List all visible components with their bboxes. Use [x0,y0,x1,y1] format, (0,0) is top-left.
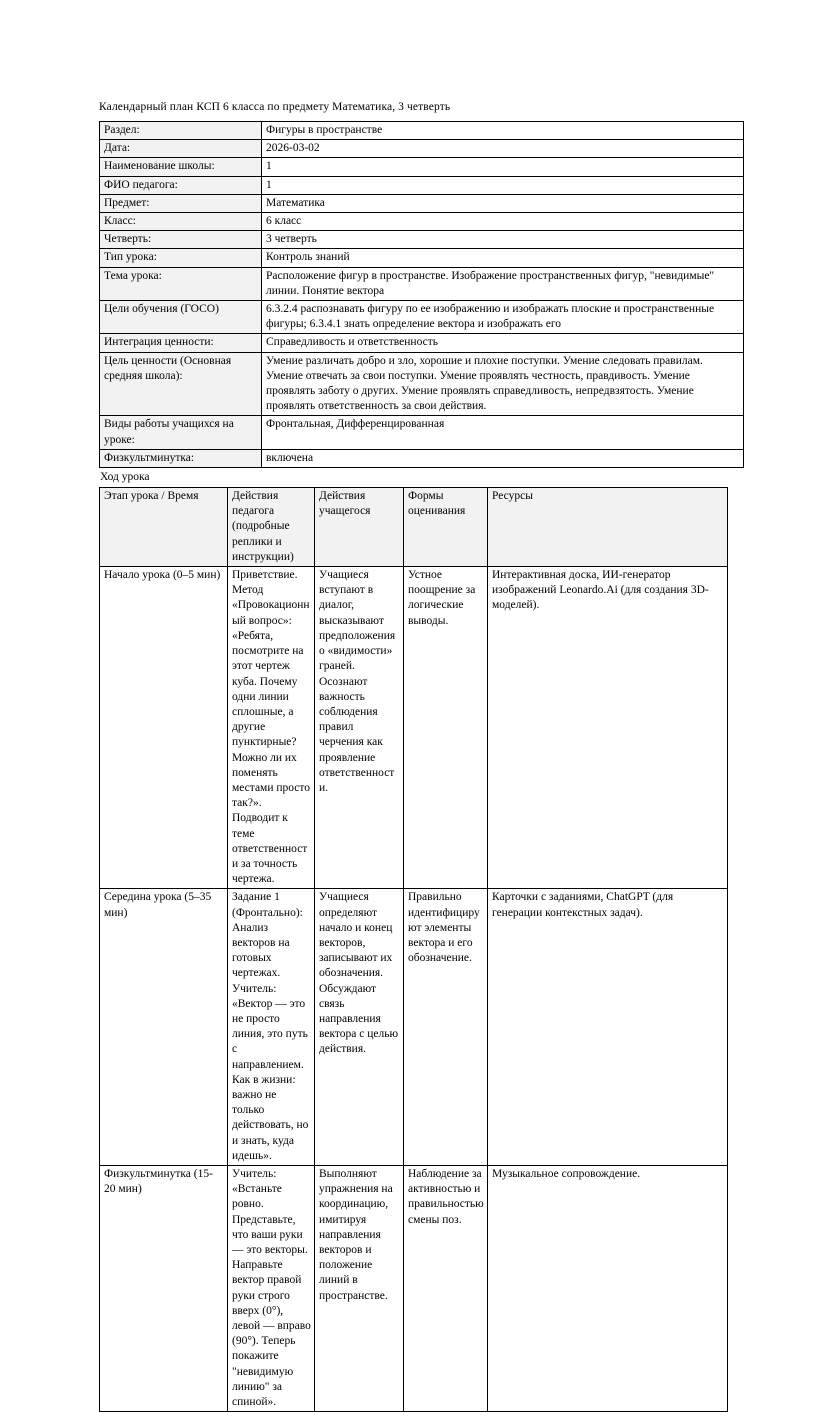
info-label-work-types: Виды работы учащихся на уроке: [100,416,262,449]
info-label-objectives: Цели обучения (ГОСО) [100,301,262,334]
lesson-info-table-body [100,122,744,468]
table-row [100,416,744,449]
info-value-data: 2026-03-02 [262,140,744,158]
cell-student-actions: Учащиеся определяют начало и конец векторов, записывают их обозначения. Обсуждают связь направления вектора с целью действия. [315,889,404,1166]
flow-section-heading: Ход урока [100,471,150,484]
cell-stage: Середина урока (5–35 мин) [100,889,228,1166]
cell-assessment: Наблюдение за активностью и правильностью смены поз. [404,1166,488,1412]
lesson-info-table [99,121,744,468]
cell-stage: Физкультминутка (15-20 мин) [100,1166,228,1412]
info-value-value-integration: Справедливость и ответственность [262,334,744,352]
cell-student-actions: Выполняют упражнения на координацию, имитируя направления векторов и положение линий в пространстве. [315,1166,404,1412]
table-row [100,267,744,300]
info-value-school: 1 [262,158,744,176]
lesson-flow-table [99,487,728,1412]
info-label-grade: Класс: [100,213,262,231]
cell-resources: Интерактивная доска, ИИ-генератор изображений Leonardo.Ai (для создания 3D-моделей). [488,567,728,889]
cell-assessment: Правильно идентифицируют элементы вектора и его обозначение. [404,889,488,1166]
table-row [100,231,744,249]
column-header-stage: Этап урока / Время [100,488,228,567]
table-row [100,140,744,158]
table-row [100,194,744,212]
info-label-value-goal: Цель ценности (Основная средняя школа): [100,352,262,416]
cell-stage: Начало урока (0–5 мин) [100,567,228,889]
lesson-flow-table-head [100,488,728,567]
info-label-teacher: ФИО педагога: [100,176,262,194]
info-value-physical-break: включена [262,449,744,467]
info-value-topic: Расположение фигур в пространстве. Изображение пространственных фигур, "невидимые" линии. Понятие вектора [262,267,744,300]
info-label-razdel: Раздел: [100,122,262,140]
info-label-topic: Тема урока: [100,267,262,300]
table-row [100,213,744,231]
cell-assessment: Устное поощрение за логические выводы. [404,567,488,889]
info-value-value-goal: Умение различать добро и зло, хорошие и плохие поступки. Умение следовать правилам. Умение отвечать за свои поступки. Умение проявлять честность, правдивость. Умение проявлять заботу о других. Умение проявлять справедливость, непредвзятость. Умение проявлять ответственность за свои действия. [262,352,744,416]
info-value-quarter: 3 четверть [262,231,744,249]
info-value-razdel: Фигуры в пространстве [262,122,744,140]
lesson-flow-table-body [100,567,728,1412]
table-row [100,334,744,352]
info-value-work-types: Фронтальная, Дифференцированная [262,416,744,449]
table-row [100,889,728,1166]
info-value-grade: 6 класс [262,213,744,231]
table-row [100,352,744,416]
cell-teacher-actions: Учитель: «Встаньте ровно. Представьте, что ваши руки — это векторы. Направьте вектор правой руки строго вверх (0°), левой — вправо (90°). Теперь покажите "невидимую линию" за спиной». [228,1166,315,1412]
info-value-subject: Математика [262,194,744,212]
info-label-subject: Предмет: [100,194,262,212]
info-label-lesson-type: Тип урока: [100,249,262,267]
info-value-lesson-type: Контроль знаний [262,249,744,267]
cell-teacher-actions: Задание 1 (Фронтально): Анализ векторов на готовых чертежах. Учитель: «Вектор — это не просто линия, это путь с направлением. Как в жизни: важно не только действовать, но и знать, куда идешь». [228,889,315,1166]
table-row [100,158,744,176]
table-row [100,122,744,140]
info-label-physical-break: Физкультминутка: [100,449,262,467]
column-header-student-actions: Действия учащегося [315,488,404,567]
table-row [100,449,744,467]
table-row [100,1166,728,1412]
page-title: Календарный план КСП 6 класса по предмету Математика, 3 четверть [99,101,451,113]
info-label-data: Дата: [100,140,262,158]
cell-teacher-actions: Приветствие. Метод «Провокационный вопрос»: «Ребята, посмотрите на этот чертеж куба. Почему одни линии сплошные, а другие пунктирные? Можно ли их поменять местами просто так?». Подводит к теме ответственности за точность чертежа. [228,567,315,889]
info-label-school: Наименование школы: [100,158,262,176]
info-label-value-integration: Интеграция ценности: [100,334,262,352]
table-row [100,249,744,267]
table-header-row [100,488,728,567]
table-row [100,176,744,194]
info-value-teacher: 1 [262,176,744,194]
cell-student-actions: Учащиеся вступают в диалог, высказывают предположения о «видимости» граней. Осознают важность соблюдения правил черчения как проявление ответственности. [315,567,404,889]
column-header-assessment-forms: Формы оценивания [404,488,488,567]
table-row [100,301,744,334]
column-header-resources: Ресурсы [488,488,728,567]
info-label-quarter: Четверть: [100,231,262,249]
table-row [100,567,728,889]
info-value-objectives: 6.3.2.4 распознавать фигуру по ее изображению и изображать плоские и пространственные фигуры; 6.3.4.1 знать определение вектора и изображать его [262,301,744,334]
column-header-teacher-actions: Действия педагога (подробные реплики и инструкции) [228,488,315,567]
cell-resources: Музыкальное сопровождение. [488,1166,728,1412]
cell-resources: Карточки с заданиями, ChatGPT (для генерации контекстных задач). [488,889,728,1166]
